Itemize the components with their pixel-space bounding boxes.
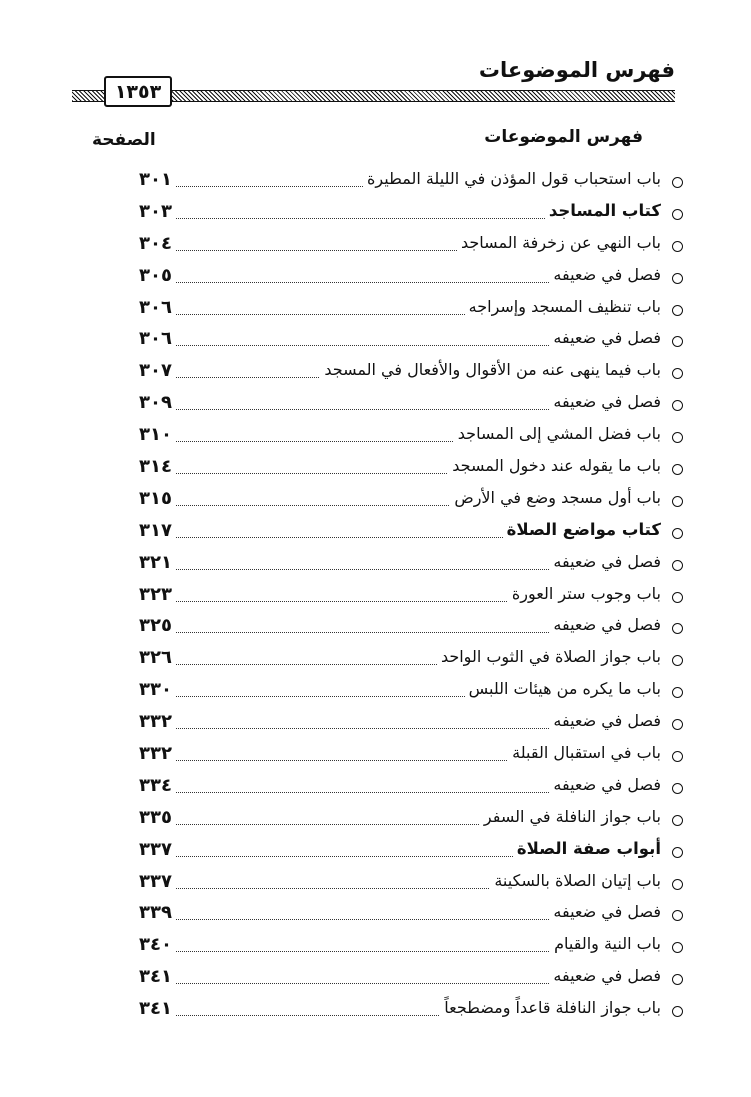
toc-entry <box>0 581 751 613</box>
circle-bullet-icon <box>672 687 683 698</box>
toc-entry <box>0 612 751 644</box>
toc-entry-page: ٣٤١ <box>139 998 172 1020</box>
toc-entry-title: باب ما يكره من هيئات اللبس <box>465 679 661 698</box>
toc-entry-page: ٣١٠ <box>139 424 172 446</box>
toc-entry-page: ٣٠٦ <box>139 328 172 350</box>
toc-entry-title: باب النية والقيام <box>550 934 661 953</box>
toc-entry-title: فصل في ضعيفه <box>549 775 661 794</box>
circle-bullet-icon <box>672 336 683 347</box>
toc-entry-page: ٣٢٥ <box>139 615 172 637</box>
toc-entry-page: ٣١٧ <box>139 519 172 541</box>
toc-entry-title: باب النهي عن زخرفة المساجد <box>457 233 661 252</box>
circle-bullet-icon <box>672 655 683 666</box>
toc-entry-title: فصل في ضعيفه <box>549 615 661 634</box>
circle-bullet-icon <box>672 464 683 475</box>
toc-list <box>0 166 751 1027</box>
toc-entry-title: باب تنظيف المسجد وإسراجه <box>465 297 661 316</box>
toc-entry-page: ٣٠٩ <box>139 392 172 414</box>
toc-entry <box>0 772 751 804</box>
toc-entry <box>0 931 751 963</box>
header-rule-left <box>72 90 104 102</box>
circle-bullet-icon <box>672 751 683 762</box>
header-rule-right <box>168 90 675 102</box>
circle-bullet-icon <box>672 241 683 252</box>
circle-bullet-icon <box>672 623 683 634</box>
toc-entry <box>0 549 751 581</box>
running-header-title: فهرس الموضوعات <box>478 58 675 82</box>
toc-entry-page: ٣٣٥ <box>139 806 172 828</box>
toc-entry <box>0 166 751 198</box>
toc-entry <box>0 995 751 1027</box>
circle-bullet-icon <box>672 368 683 379</box>
circle-bullet-icon <box>672 1006 683 1017</box>
toc-entry-page: ٣٣٧ <box>139 870 172 892</box>
toc-entry-page: ٣٢٣ <box>139 583 172 605</box>
circle-bullet-icon <box>672 305 683 316</box>
toc-entry-page: ٣٠٧ <box>139 360 172 382</box>
toc-entry-title: باب جواز الصلاة في الثوب الواحد <box>437 647 661 666</box>
toc-entry-page: ٣٤١ <box>139 966 172 988</box>
toc-entry <box>0 294 751 326</box>
toc-entry <box>0 357 751 389</box>
circle-bullet-icon <box>672 528 683 539</box>
toc-entry-title: باب استحباب قول المؤذن في الليلة المطيرة <box>363 169 661 188</box>
toc-entry-page: ٣٣٩ <box>139 902 172 924</box>
toc-entry-title: فصل في ضعيفه <box>549 711 661 730</box>
toc-entry-title: فصل في ضعيفه <box>549 902 661 921</box>
circle-bullet-icon <box>672 910 683 921</box>
circle-bullet-icon <box>672 432 683 443</box>
toc-entry-page: ٣٤٠ <box>139 934 172 956</box>
circle-bullet-icon <box>672 560 683 571</box>
toc-entry <box>0 325 751 357</box>
toc-entry-title: باب أول مسجد وضع في الأرض <box>450 488 661 507</box>
toc-entry-title: باب وجوب ستر العورة <box>508 584 661 603</box>
toc-entry <box>0 230 751 262</box>
toc-entry-title: باب إتيان الصلاة بالسكينة <box>490 871 661 890</box>
toc-entry-page: ٣١٤ <box>139 456 172 478</box>
toc-entry-page: ٣٣٢ <box>139 711 172 733</box>
toc-entry <box>0 453 751 485</box>
circle-bullet-icon <box>672 177 683 188</box>
circle-bullet-icon <box>672 400 683 411</box>
toc-entry-page: ٣٣٠ <box>139 679 172 701</box>
circle-bullet-icon <box>672 942 683 953</box>
toc-entry <box>0 708 751 740</box>
toc-entry-title: فصل في ضعيفه <box>549 552 661 571</box>
toc-entry-title: باب جواز النافلة في السفر <box>480 807 661 826</box>
circle-bullet-icon <box>672 783 683 794</box>
toc-entry-title: باب فضل المشي إلى المساجد <box>454 424 661 443</box>
circle-bullet-icon <box>672 847 683 858</box>
toc-entry <box>0 421 751 453</box>
toc-entry-title: فصل في ضعيفه <box>549 265 661 284</box>
circle-bullet-icon <box>672 496 683 507</box>
toc-entry <box>0 644 751 676</box>
toc-entry-page: ٣٢١ <box>139 551 172 573</box>
circle-bullet-icon <box>672 719 683 730</box>
toc-entry-title: فصل في ضعيفه <box>549 328 661 347</box>
circle-bullet-icon <box>672 209 683 220</box>
toc-entry-title: كتاب المساجد <box>545 201 661 220</box>
toc-entry <box>0 262 751 294</box>
circle-bullet-icon <box>672 592 683 603</box>
toc-entry <box>0 676 751 708</box>
toc-entry <box>0 198 751 230</box>
toc-entry <box>0 485 751 517</box>
toc-entry <box>0 963 751 995</box>
toc-entry-page: ٣٠٣ <box>139 200 172 222</box>
toc-entry <box>0 517 751 549</box>
toc-entry-title: باب جواز النافلة قاعداً ومضطجعاً <box>440 998 661 1017</box>
toc-entry <box>0 389 751 421</box>
circle-bullet-icon <box>672 273 683 284</box>
toc-entry-page: ٣٣٧ <box>139 838 172 860</box>
toc-entry-title: أبواب صفة الصلاة <box>513 839 661 858</box>
toc-entry-title: باب فيما ينهى عنه من الأقوال والأفعال في المسجد <box>320 360 661 379</box>
toc-entry-page: ٣٠٦ <box>139 296 172 318</box>
toc-entry-page: ٣١٥ <box>139 487 172 509</box>
page-number: ١٣٥٣ <box>104 76 172 107</box>
toc-entry <box>0 836 751 868</box>
toc-entry-page: ٣٣٤ <box>139 774 172 796</box>
circle-bullet-icon <box>672 974 683 985</box>
page-column-heading: الصفحة <box>92 130 156 150</box>
toc-entry-title: فصل في ضعيفه <box>549 392 661 411</box>
circle-bullet-icon <box>672 815 683 826</box>
toc-entry-page: ٣٠١ <box>139 169 172 190</box>
toc-entry-page: ٣٢٦ <box>139 647 172 669</box>
toc-entry <box>0 868 751 900</box>
toc-entry <box>0 804 751 836</box>
toc-entry-title: باب ما يقوله عند دخول المسجد <box>448 456 661 475</box>
toc-entry-title: كتاب مواضع الصلاة <box>503 520 661 539</box>
topics-column-heading: فهرس الموضوعات <box>484 127 643 147</box>
circle-bullet-icon <box>672 879 683 890</box>
toc-entry-title: فصل في ضعيفه <box>549 966 661 985</box>
toc-entry-page: ٣٠٥ <box>139 264 172 286</box>
toc-entry-title: باب في استقبال القبلة <box>508 743 661 762</box>
toc-entry-page: ٣٠٤ <box>139 232 172 254</box>
toc-entry <box>0 740 751 772</box>
toc-entry <box>0 899 751 931</box>
toc-entry-page: ٣٣٢ <box>139 743 172 765</box>
